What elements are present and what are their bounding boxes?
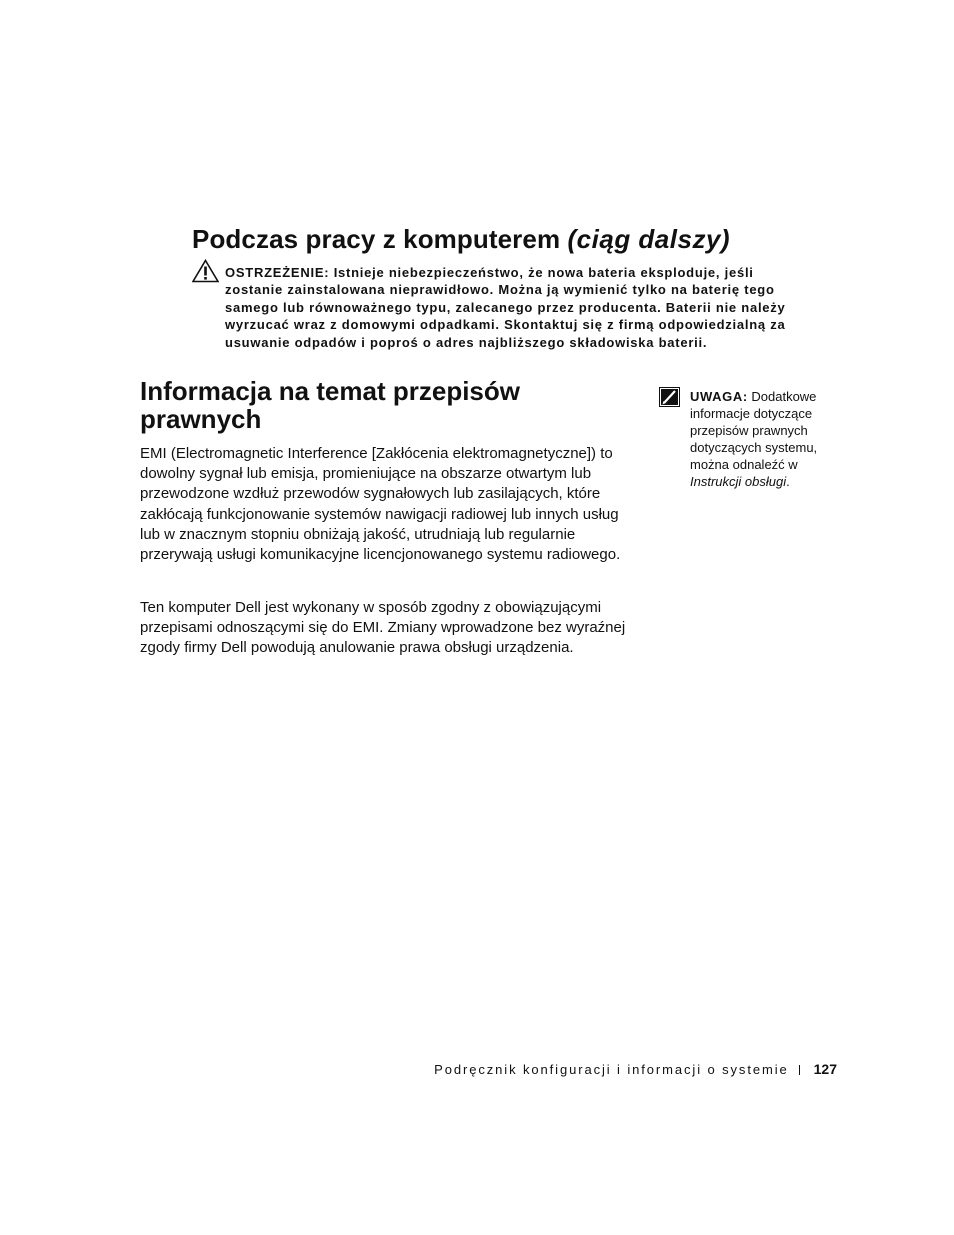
note-label: UWAGA: bbox=[690, 389, 748, 404]
note-end: . bbox=[786, 474, 790, 489]
page-number: 127 bbox=[813, 1061, 837, 1077]
footer-title: Podręcznik konfiguracji i informacji o systemie bbox=[434, 1062, 789, 1077]
page-heading-continued: (ciąg dalszy) bbox=[567, 224, 731, 254]
body-paragraph-compliance: Ten komputer Dell jest wykonany w sposób zgodny z obowiązującymi przepisami odnoszącymi się do EMI. Zmiany wprowadzone bez wyraźnej zgody firmy Dell powodują anulowanie prawa obsługi urządzenia. bbox=[140, 599, 626, 657]
note-text bbox=[690, 388, 840, 490]
page-footer bbox=[380, 1061, 837, 1077]
page-heading-main: Podczas pracy z komputerem bbox=[192, 224, 561, 254]
note-pencil-icon bbox=[659, 387, 680, 407]
section-title: Informacja na temat przepisów prawnych bbox=[140, 376, 520, 434]
note-body: Dodatkowe informacje dotyczące przepisów prawnych dotyczących systemu, można odnaleźć w bbox=[690, 389, 818, 472]
note-reference: Instrukcji obsługi bbox=[690, 474, 787, 489]
warning-triangle-icon bbox=[192, 259, 219, 283]
warning-text: OSTRZEŻENIE: Istnieje niebezpieczeństwo, że nowa bateria eksploduje, jeśli zostanie zainstalowana nieprawidłowo. Można ją wymienić tylko na baterię tego samego lub równoważnego typu, zalecanego przez producenta. Baterii nie należy wyrzucać wraz z domowymi odpadkami. Skontaktuj się z firmą odpowiedzialną za usuwanie odpadów i poproś o adres najbliższego składowiska baterii. bbox=[225, 265, 786, 350]
footer-separator bbox=[799, 1065, 800, 1075]
body-paragraph-emi: EMI (Electromagnetic Interference [Zakłócenia elektromagnetyczne]) to dowolny sygnał lub emisja, promieniujące na obszarze otwartym lub przewodzone wzdłuż przewodów sygnałowych lub zasilających, które zakłócają funkcjonowanie systemów nawigacji radiowej lub innych usług lub w znacznym stopniu obniżają jakość, utrudniają lub regularnie przerywają usługi komunikacyjne licencjonowanego systemu radiowego. bbox=[140, 445, 621, 564]
page-heading bbox=[192, 224, 730, 255]
